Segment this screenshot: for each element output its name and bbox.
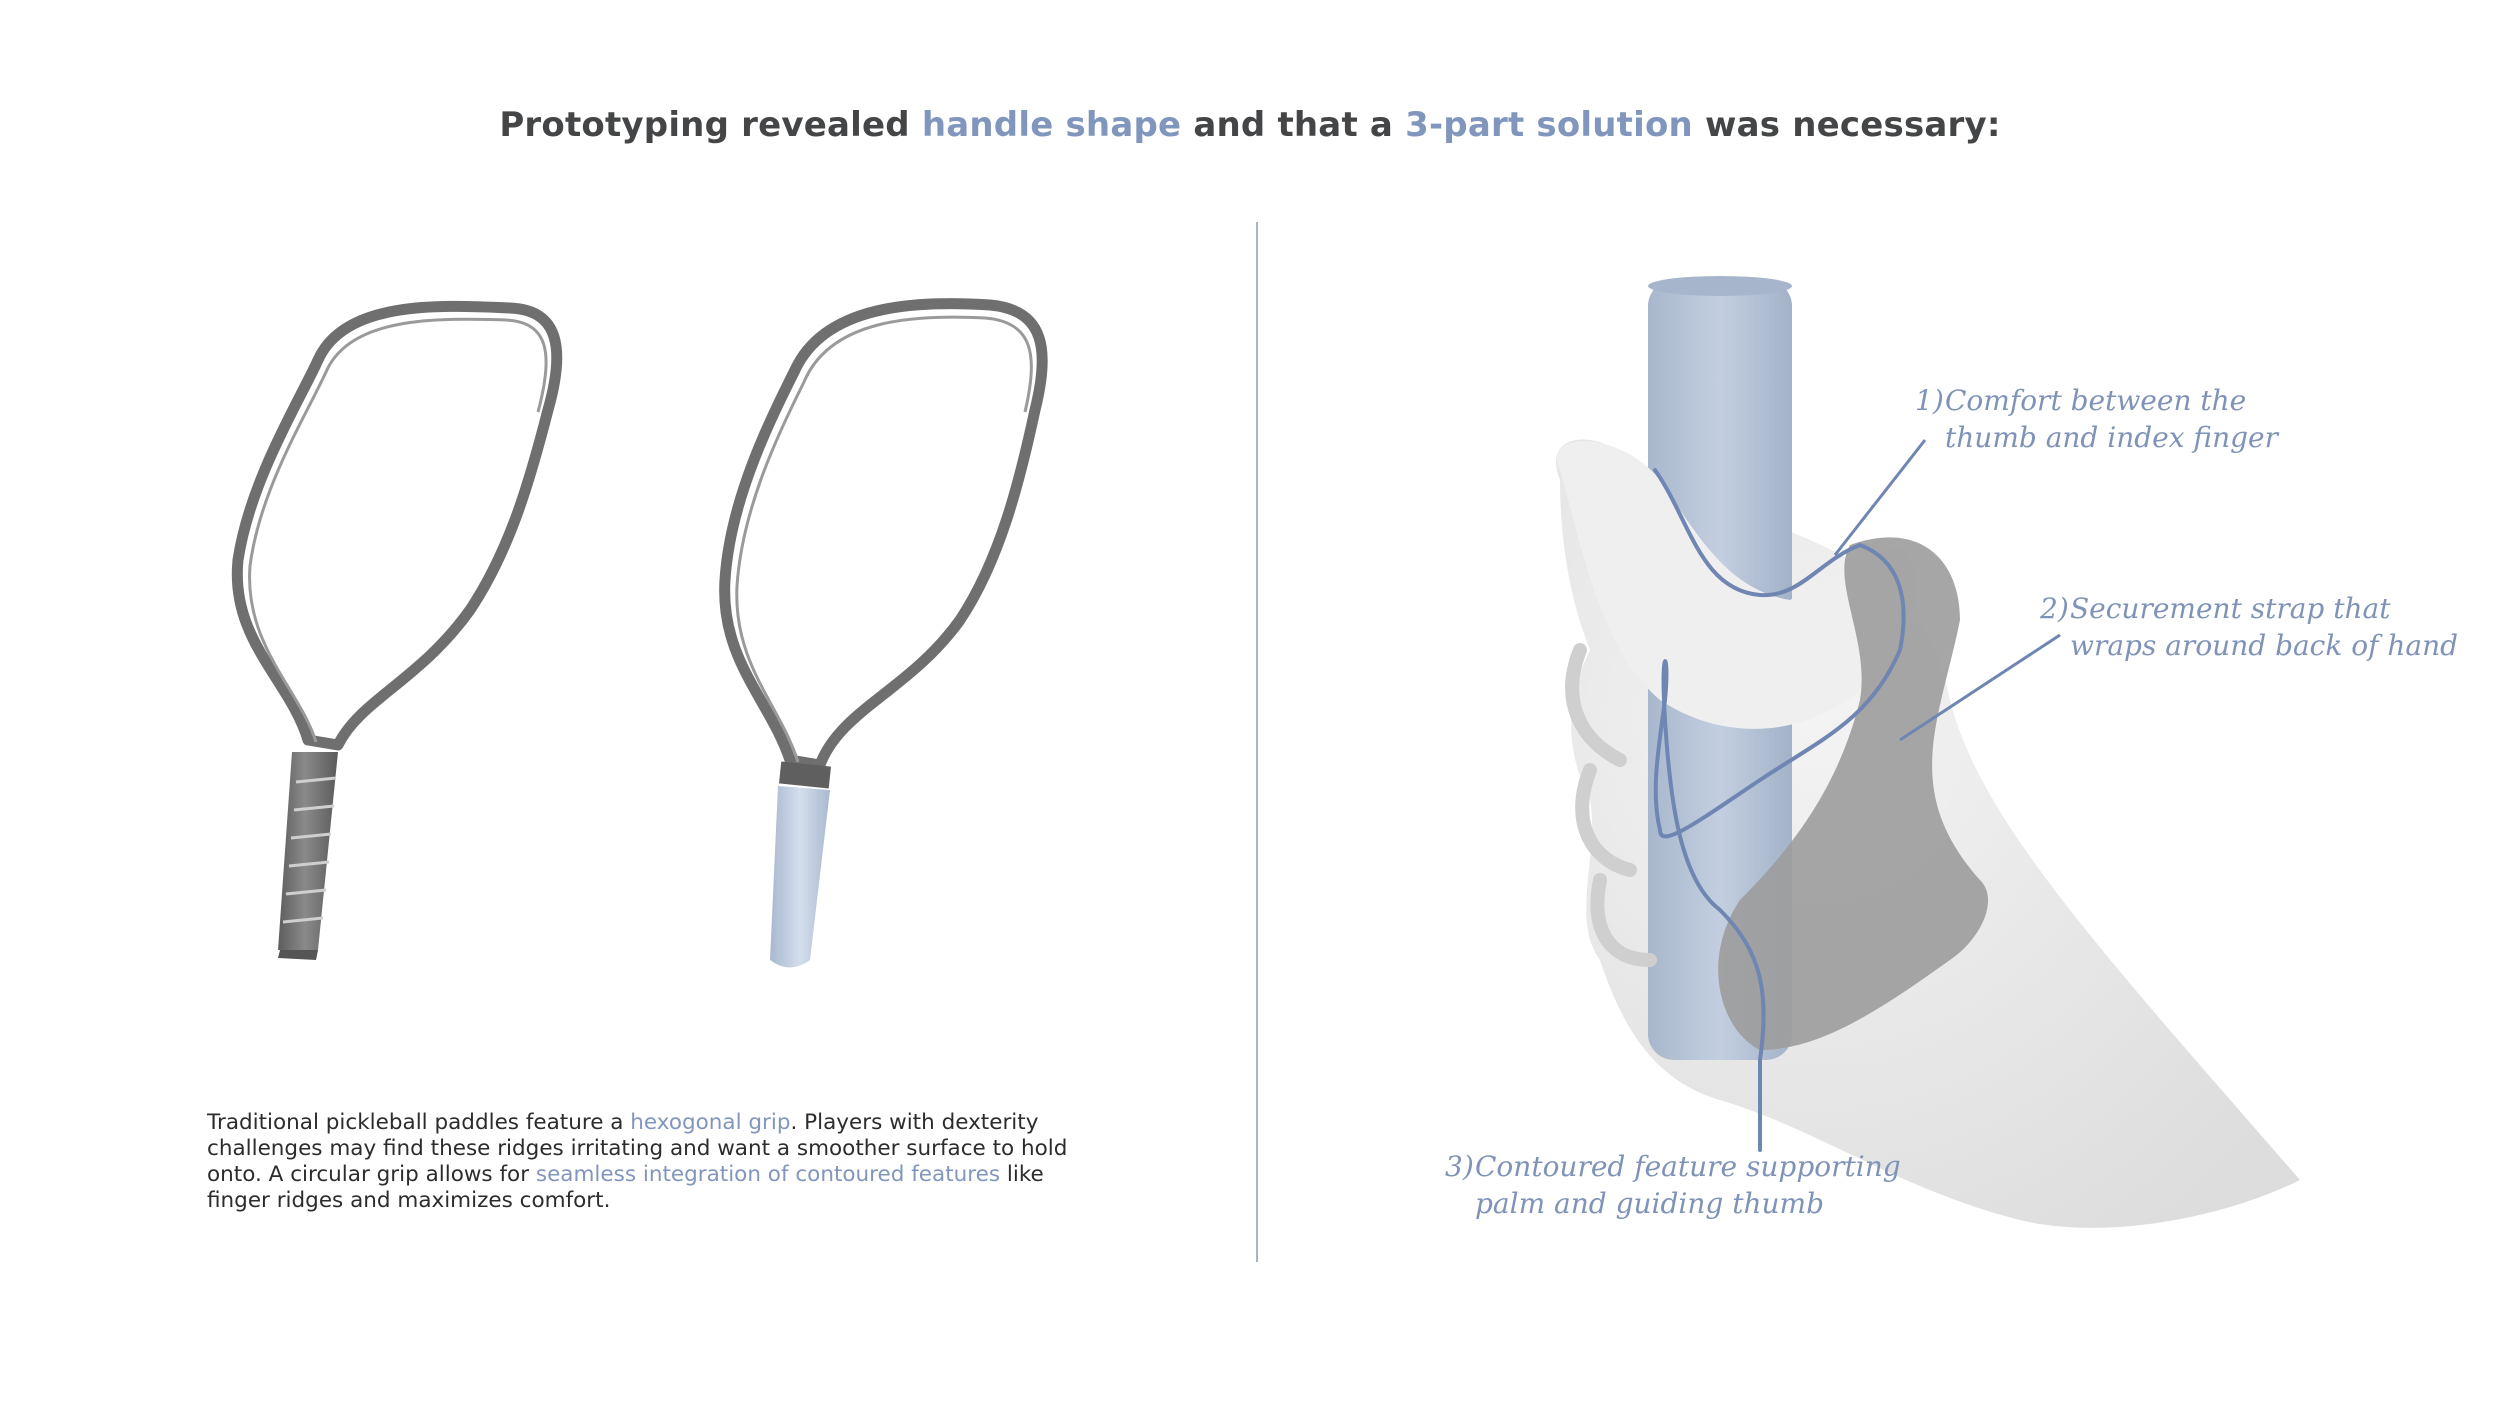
title-accent-3-part-solution: 3-part solution: [1405, 104, 1693, 145]
title-accent-handle-shape: handle shape: [921, 104, 1182, 145]
description-text-3: like finger ridges and maximizes comfort.: [207, 1161, 1044, 1213]
callout-3-number: 3): [1445, 1150, 1474, 1183]
title-suffix: was necessary:: [1692, 104, 2001, 145]
callout-2-number: 2): [2040, 592, 2069, 625]
callout-2-line1: Securement strap that: [2070, 592, 2391, 625]
callout-1-line2: thumb and index finger: [1945, 421, 2279, 454]
callout-1: [1915, 382, 2278, 456]
description-text-2: . Players with dexterity challenges may find these ridges irritating and want a smoother surface to hold onto. A circular grip allows for: [207, 1109, 1068, 1187]
title-middle: and that a: [1181, 104, 1406, 145]
paddle-hexagonal-grip: [237, 306, 557, 960]
description-accent-seamless: seamless integration of contoured features: [535, 1161, 1001, 1187]
title-prefix: Prototyping revealed: [499, 104, 922, 145]
callout-2: [2040, 590, 2458, 664]
description-accent-hexogonal-grip: hexogonal grip: [630, 1109, 791, 1135]
callout-1-line1: Comfort between the: [1945, 384, 2247, 417]
callout-1-number: 1): [1915, 384, 1944, 417]
callout-3-line1: Contoured feature supporting: [1475, 1150, 1901, 1183]
callout-2-line2: wraps around back of hand: [2070, 629, 2459, 662]
description-text-1: Traditional pickleball paddles feature a: [207, 1109, 631, 1135]
description-paragraph: [207, 1110, 1077, 1214]
paddle-circular-grip: [725, 304, 1043, 968]
callout-3: [1445, 1148, 1901, 1222]
callout-3-line2: palm and guiding thumb: [1475, 1187, 1825, 1220]
circular-handle: [770, 786, 830, 968]
